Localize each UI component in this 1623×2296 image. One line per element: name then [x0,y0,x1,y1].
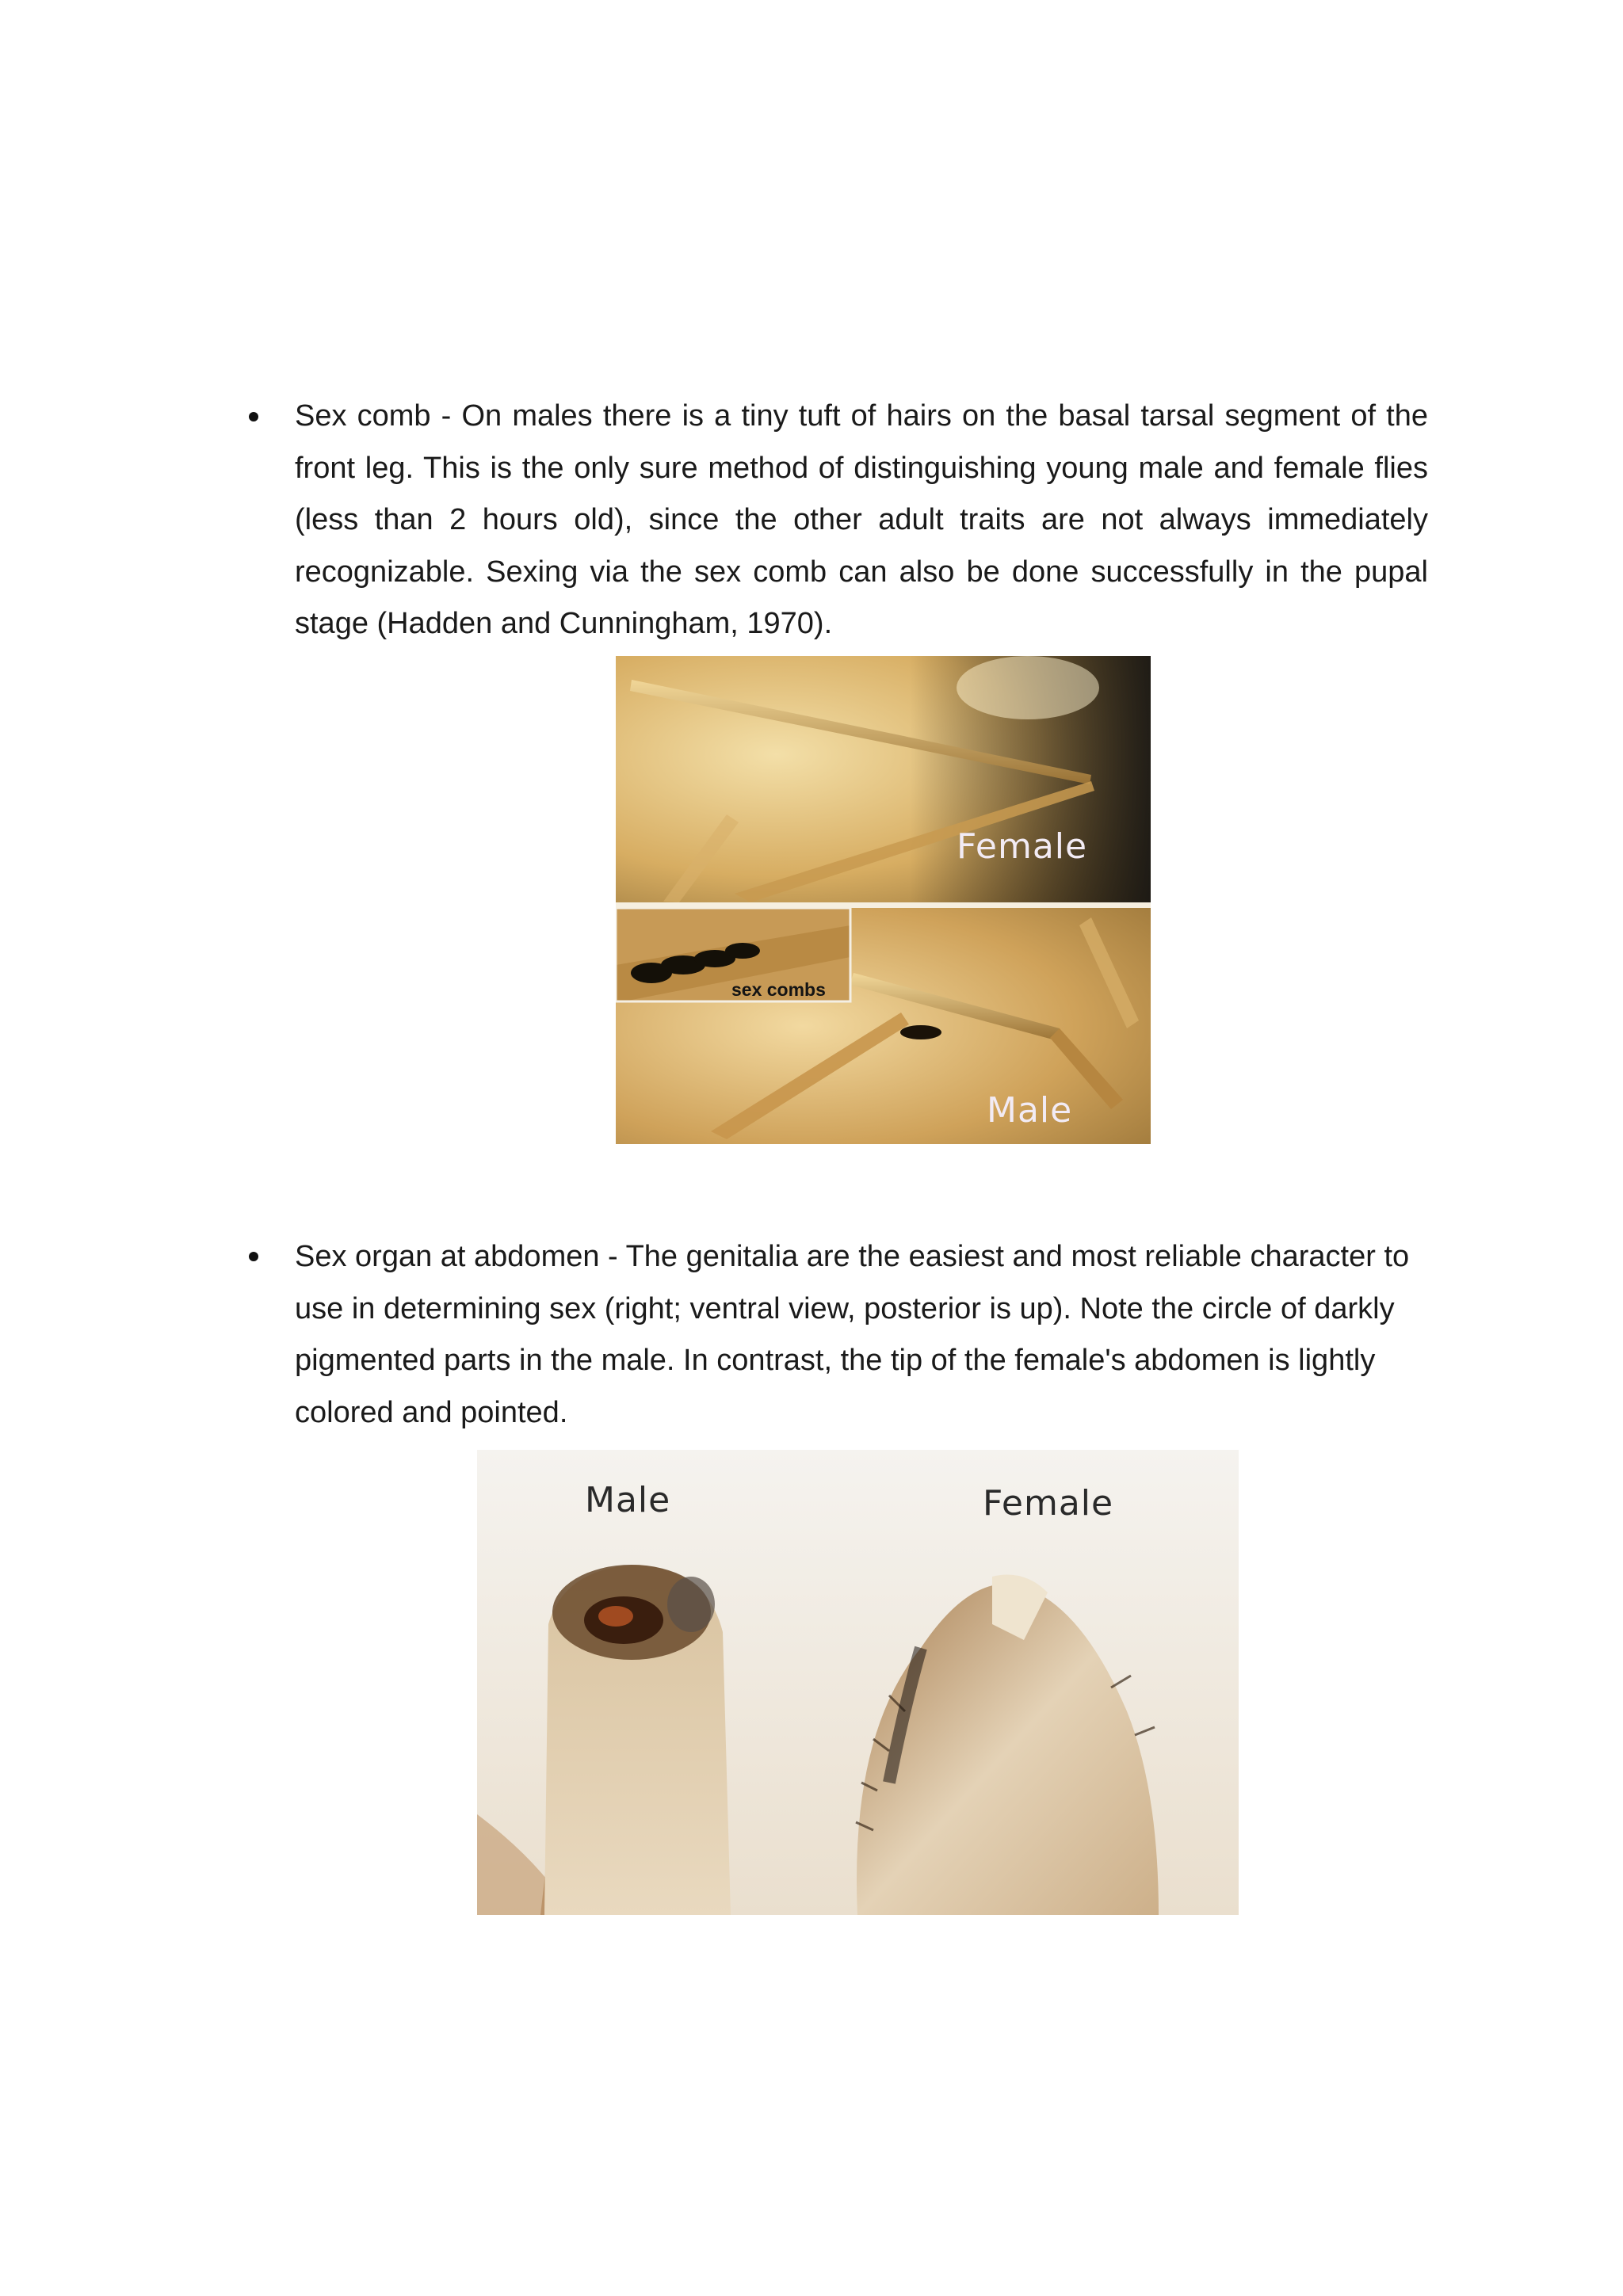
sex-organ-paragraph: Sex organ at abdomen - The genitalia are the easiest and most reliable character to use in determining sex (right; ventral view, posterior is up). Note the circle of darkly pigmented parts in the male. In contrast, the tip of the female's abdomen is lightly colored and pointed. [295,1240,1410,1429]
male-label: Male [987,1090,1073,1131]
abdomen-male-label: Male [585,1480,671,1520]
sex-combs-label: sex combs [731,979,826,1000]
leg-photo-illustration [616,656,1151,1144]
sex-comb-figure [616,656,1151,1144]
abdomen-female-label: Female [983,1483,1114,1524]
sex-comb-paragraph: Sex comb - On males there is a tiny tuft of hairs on the basal tarsal segment of the front leg. This is the only sure method of distinguishing young male and female flies (less than 2 hours old), since the other adult traits are not always immediately recognizable. Sexing via the sex comb can also be done successfully in the pupal stage (Hadden and Cunningham, 1970). [295,399,1428,640]
bullet-icon [249,1252,258,1261]
female-label: Female [957,826,1088,867]
abdomen-figure [477,1450,1239,1915]
bullet-icon [249,412,258,421]
